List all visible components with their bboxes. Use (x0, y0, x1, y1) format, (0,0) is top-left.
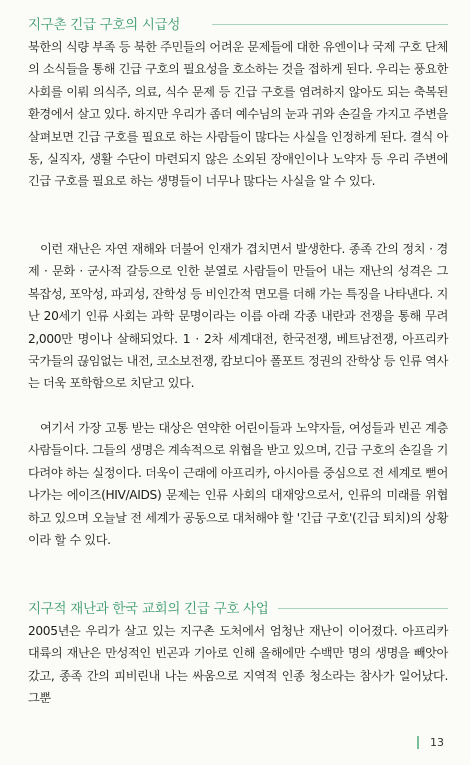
body-paragraph-3: 여기서 가장 고통 받는 대상은 연약한 어린이들과 노약자들, 여성들과 빈곤 계층 사람들이다. 그들의 생명은 계속적으로 위협을 받고 있으며, 긴급 구호의 손길을 기다려야 하는 실정이다. 더욱이 근래에 아프리카, 아시아를 중심으로 전 세계로 뻗어 나가는 에이즈(HIV/AIDS) 문제는 인류 사회의 대재앙으로서, 인류의 미래를 위협하고 있으며 오늘날 전 세계가 공동으로 대처해야 할 '긴급 구호'(긴급 퇴치)의 상황이라 할 수 있다. (28, 421, 448, 548)
section-heading-disaster: 지구적 재난과 한국 교회의 긴급 구호 사업 (28, 601, 269, 617)
section-heading-urgency: 지구촌 긴급 구호의 시급성 (28, 17, 181, 33)
heading-rule (212, 24, 448, 25)
page-number: 13 (430, 736, 444, 749)
body-paragraph-4: 2005년은 우리가 살고 있는 지구촌 도처에서 엄청난 재난이 이어졌다. 아프리카 대륙의 재난은 만성적인 빈곤과 기아로 인해 올해에만 수백만 명의 생명을 빼앗아 갔고, 종족 간의 피비린내 나는 싸움으로 지역적 인종 청소라는 참사가 일어났다. 그뿐 (28, 624, 448, 706)
body-paragraph-1: 북한의 식량 부족 등 북한 주민들의 어려운 문제들에 대한 유엔이나 국제 구호 단체의 소식들을 통해 긴급 구호의 필요성을 호소하는 것을 접하게 된다. 우리는 풍요한 사회를 이뤄 의식주, 의료, 식수 문제 등 긴급 구호를 염려하지 않아도 되는 축복된 환경에서 살고 있다. 하지만 우리가 좀더 예수님의 눈과 귀와 손길을 가지고 주변을 살펴보면 긴급 구호를 필요로 하는 사람들이 많다는 사실을 인정하게 된다. 결식 아동, 실직자, 생활 수단이 마련되지 않은 소외된 장애인이나 노약자 등 우리 주변에 긴급 구호를 필요로 하는 생명들이 너무나 많다는 사실을 알 수 있다. (28, 40, 448, 189)
folio-bar (417, 736, 419, 749)
body-paragraph-2: 이런 재난은 자연 재해와 더불어 인재가 겹치면서 발생한다. 종족 간의 정치 · 경제 · 문화 · 군사적 갈등으로 인한 분열로 사람들이 만들어 내는 재난의 성격은 그 복잡성, 포악성, 파괴성, 잔학성 등 비인간적 면모를 더해 가는 특징을 나타낸다. 지난 20세기 인류 사회는 과학 문명이라는 이름 아래 각종 내란과 전쟁을 통해 무려 2,000만 명이나 살해되었다. 1 · 2차 세계대전, 한국전쟁, 베트남전쟁, 아프리카 국가들의 끊임없는 내전, 코소보전쟁, 캄보디아 폴포트 정권의 잔학상 등 인류 역사는 더욱 포학함으로 치닫고 있다. (28, 242, 448, 391)
heading-rule (278, 608, 448, 609)
